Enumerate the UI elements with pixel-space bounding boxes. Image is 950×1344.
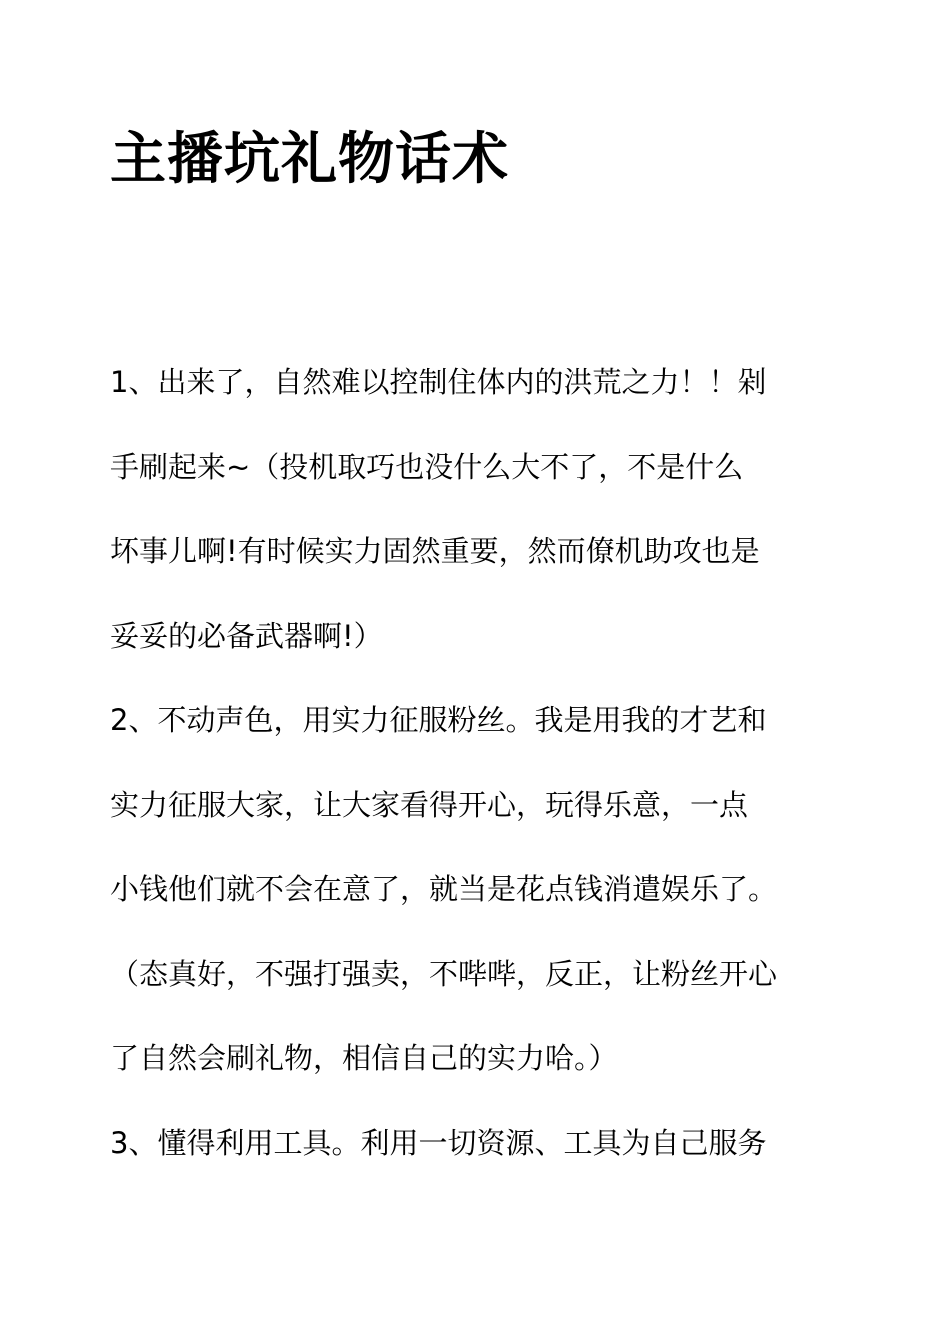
document-body xyxy=(110,350,840,1195)
text-line: 实力征服大家，让大家看得开心，玩得乐意，一点 xyxy=(110,787,749,822)
text-line: 坏事儿啊!有时候实力固然重要，然而僚机助攻也是 xyxy=(110,534,760,568)
text-line: （态真好，不强打强卖，不哔哔，反正，让粉丝开心 xyxy=(110,956,778,991)
text-line: 3、懂得利用工具。利用一切资源、工具为自己服务 xyxy=(110,1125,767,1160)
text-line: 妥妥的必备武器啊!） xyxy=(110,618,383,653)
text-line: 小钱他们就不会在意了，就当是花点钱消遣娱乐了。 xyxy=(110,872,778,906)
text-line: 手刷起来~（投机取巧也没什么大不了，不是什么 xyxy=(110,449,744,484)
text-line: 了自然会刷礼物，相信自己的实力哈。） xyxy=(110,1041,618,1075)
text-line: 2、不动声色，用实力征服粉丝。我是用我的才艺和 xyxy=(110,703,767,737)
text-line: 1、出来了，自然难以控制住体内的洪荒之力！！剁 xyxy=(110,365,767,399)
document-title: 主播坑礼物话术 xyxy=(110,127,509,192)
